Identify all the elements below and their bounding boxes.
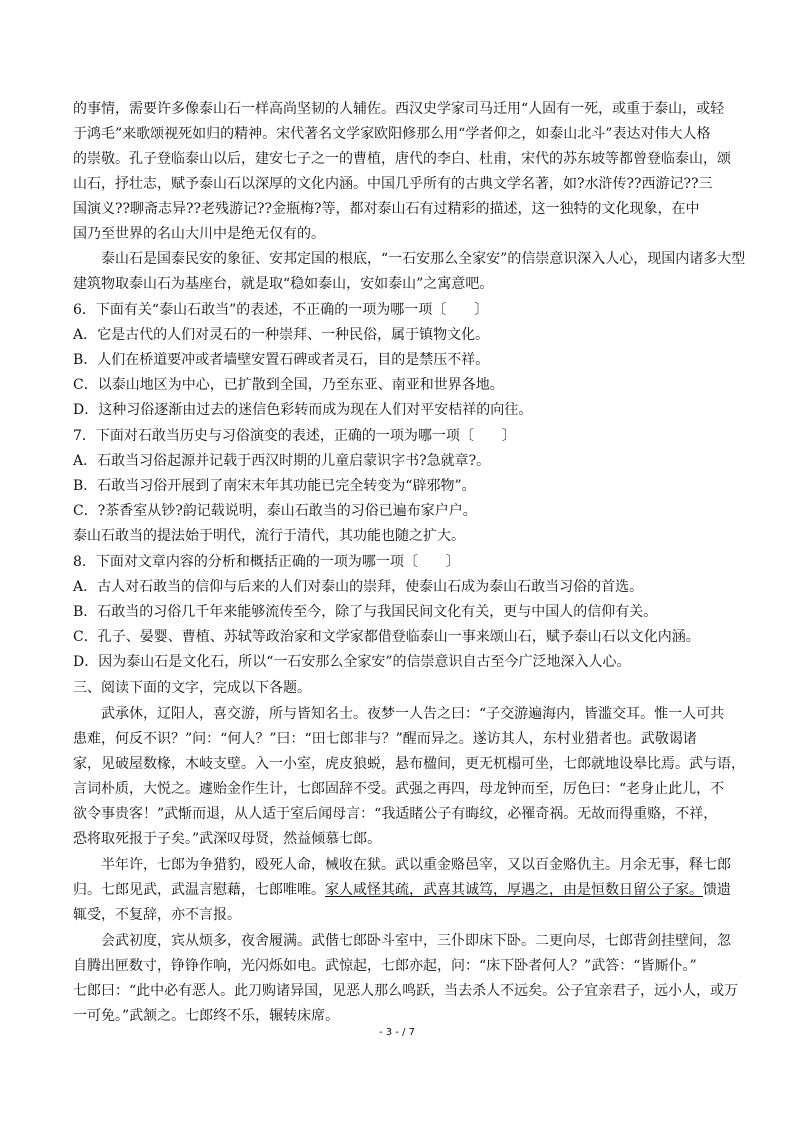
question-7-option-c: C．?茶香室从钞?韵记载说明，泰山石敢当的习俗已遍布家户户。 — [73, 503, 477, 519]
text-span: 归。七郎见武，武温言慰藉，七郎唯唯。 — [73, 882, 325, 898]
question-8-stem: 8．下面对文章内容的分析和概括正确的一项为哪一项〔 〕 — [73, 554, 460, 570]
underlined-sentence: 家人咸怪其疏，武喜其诚笃，厚遇之，由是恒数日留公子家。 — [325, 882, 703, 898]
text-line: 的崇敬。孔子登临泰山以后，建安七子之一的曹植，唐代的李白、杜甫，宋代的苏东坡等都曾登临泰山，颂 — [73, 151, 731, 167]
text-line: 国乃至世界的名山大川中是绝无仅有的。 — [73, 226, 325, 242]
question-6-option-a: A．它是古代的人们对灵石的一种崇拜、一种民俗，属于镇物文化。 — [73, 327, 490, 343]
text-line — [73, 882, 731, 898]
text-line: 会武初度，宾从烦多，夜舍履满。武偕七郎卧斗室中，三仆即床下卧。二更向尽，七郎背剑挂壁间，忽 — [101, 933, 731, 949]
text-line: 家，见破屋数椽，木岐支壁。入一小室，虎皮狼蜕，悬布楹间，更无杌榻可坐，七郎就地设皋比焉。武与语， — [73, 756, 745, 772]
text-line: 武承休，辽阳人，喜交游，所与皆知名士。夜梦一人告之曰：“子交游遍海内，皆滥交耳。惟一人可共 — [101, 706, 725, 722]
text-line: 言词朴质，大悦之。遽贻金作生计，七郎固辞不受。武强之再四，母龙钟而至，厉色曰：“老身止此儿，不 — [73, 781, 725, 797]
text-line: 七郎曰：“此中必有恶人。此刀购诸异国，见恶人那么鸣跃，当去杀人不远矣。公子宜亲君子，远小人，或万 — [73, 983, 739, 999]
text-line: 建筑物取泰山石为基座台，就是取“稳如泰山，安如泰山”之寓意吧。 — [73, 276, 494, 292]
text-line: 欲令事贵客！”武惭而退，从人适于室后闻母言：“我适睹公子有晦纹，必罹奇祸。无故而得重赂，不祥， — [73, 806, 718, 822]
question-6-option-d: D．这种习俗逐渐由过去的迷信色彩转而成为现在人们对平安桔祥的向往。 — [73, 402, 533, 418]
page-number: - 3 - / 7 — [378, 1027, 416, 1038]
question-8-option-d: D．因为泰山石是文化石，所以“一石安那么全家安”的信崇意识自古至今广泛地深入人心。 — [73, 654, 631, 670]
text-line: 一可免。”武颔之。七郎终不乐，辗转床席。 — [73, 1008, 340, 1024]
question-6-option-c: C．以泰山地区为中心，已扩散到全国，乃至东亚、南亚和世界各地。 — [73, 377, 504, 393]
text-line: 的事情，需要许多像泰山石一样高尚坚韧的人辅佐。西汉史学家司马迁用“人固有一死，或重于泰山，或轻 — [73, 101, 725, 117]
question-6-stem: 6．下面有关“泰山石敢当”的表述，不正确的一项为哪一项〔 〕 — [73, 302, 489, 318]
question-7-stem: 7．下面对石敢当历史与习俗演变的表述，正确的一项为哪一项〔 〕 — [73, 428, 516, 444]
text-line: 恐将取死报于子矣。”武深叹母贤，然益倾慕七郎。 — [73, 831, 382, 847]
text-line: 山石，抒壮志，赋予泰山石以深厚的文化内涵。中国几乎所有的古典文学名著，如?水浒传??西游记??三 — [73, 176, 713, 192]
text-span: 馈遗 — [703, 882, 731, 898]
question-8-option-b: B．石敢当的习俗几千年来能够流传至今，除了与我国民间文化有关，更与中国人的信仰有关。 — [73, 604, 658, 620]
question-7-option-b: B．石敢当习俗开展到了南宋末年其功能已完全转变为“辟邪物”。 — [73, 478, 476, 494]
text-line: 半年许，七郎为争猎豹，殴死人命，械收在狱。武以重金赂邑宰，又以百金赂仇主。月余无事，释七郎 — [101, 857, 731, 873]
text-line: 国演义??聊斋志异??老残游记??金瓶梅?等，都对泰山石有过精彩的描述，这一独特的文化现象，在中 — [73, 201, 700, 217]
question-8-option-c: C．孔子、晏婴、曹植、苏轼等政治家和文学家都借登临泰山一事来颂山石，赋予泰山石以文化内涵。 — [73, 629, 700, 645]
question-8-option-a: A．古人对石敢当的信仰与后来的人们对泰山的崇拜，使泰山石成为泰山石敢当习俗的首选。 — [73, 579, 644, 595]
text-line: 辄受，不复辞，亦不言报。 — [73, 907, 241, 923]
question-7-option-d: 泰山石敢当的提法始于明代，流行于清代，其功能也随之扩大。 — [73, 528, 465, 544]
text-line: 于鸿毛”来歌颂视死如归的精神。宋代著名文学家欧阳修那么用“学者仰之，如泰山北斗”表达对伟大人格 — [73, 126, 711, 142]
question-6-option-b: B．人们在桥道要冲或者墙壁安置石碑或者灵石，目的是禁压不祥。 — [73, 352, 490, 368]
section-heading: 三、阅读下面的文字，完成以下各题。 — [73, 680, 311, 696]
text-line: 自腾出匣数寸，铮铮作响，光闪烁如电。武惊起，七郎亦起，问：“床下卧者何人？”武答：“皆厮仆。” — [73, 958, 697, 974]
text-line: 患难，何反不识？”问：“何人？”曰：“田七郎非与？”醒而异之。遂访其人，东村业猎者也。武敬谒诸 — [73, 731, 697, 747]
question-7-option-a: A．石敢当习俗起源并记载于西汉时期的儿童启蒙识字书?急就章?。 — [73, 453, 491, 469]
text-line: 泰山石是国泰民安的象征、安邦定国的根底，“一石安那么全家安”的信崇意识深入人心，现国内诸多大型 — [101, 251, 746, 267]
